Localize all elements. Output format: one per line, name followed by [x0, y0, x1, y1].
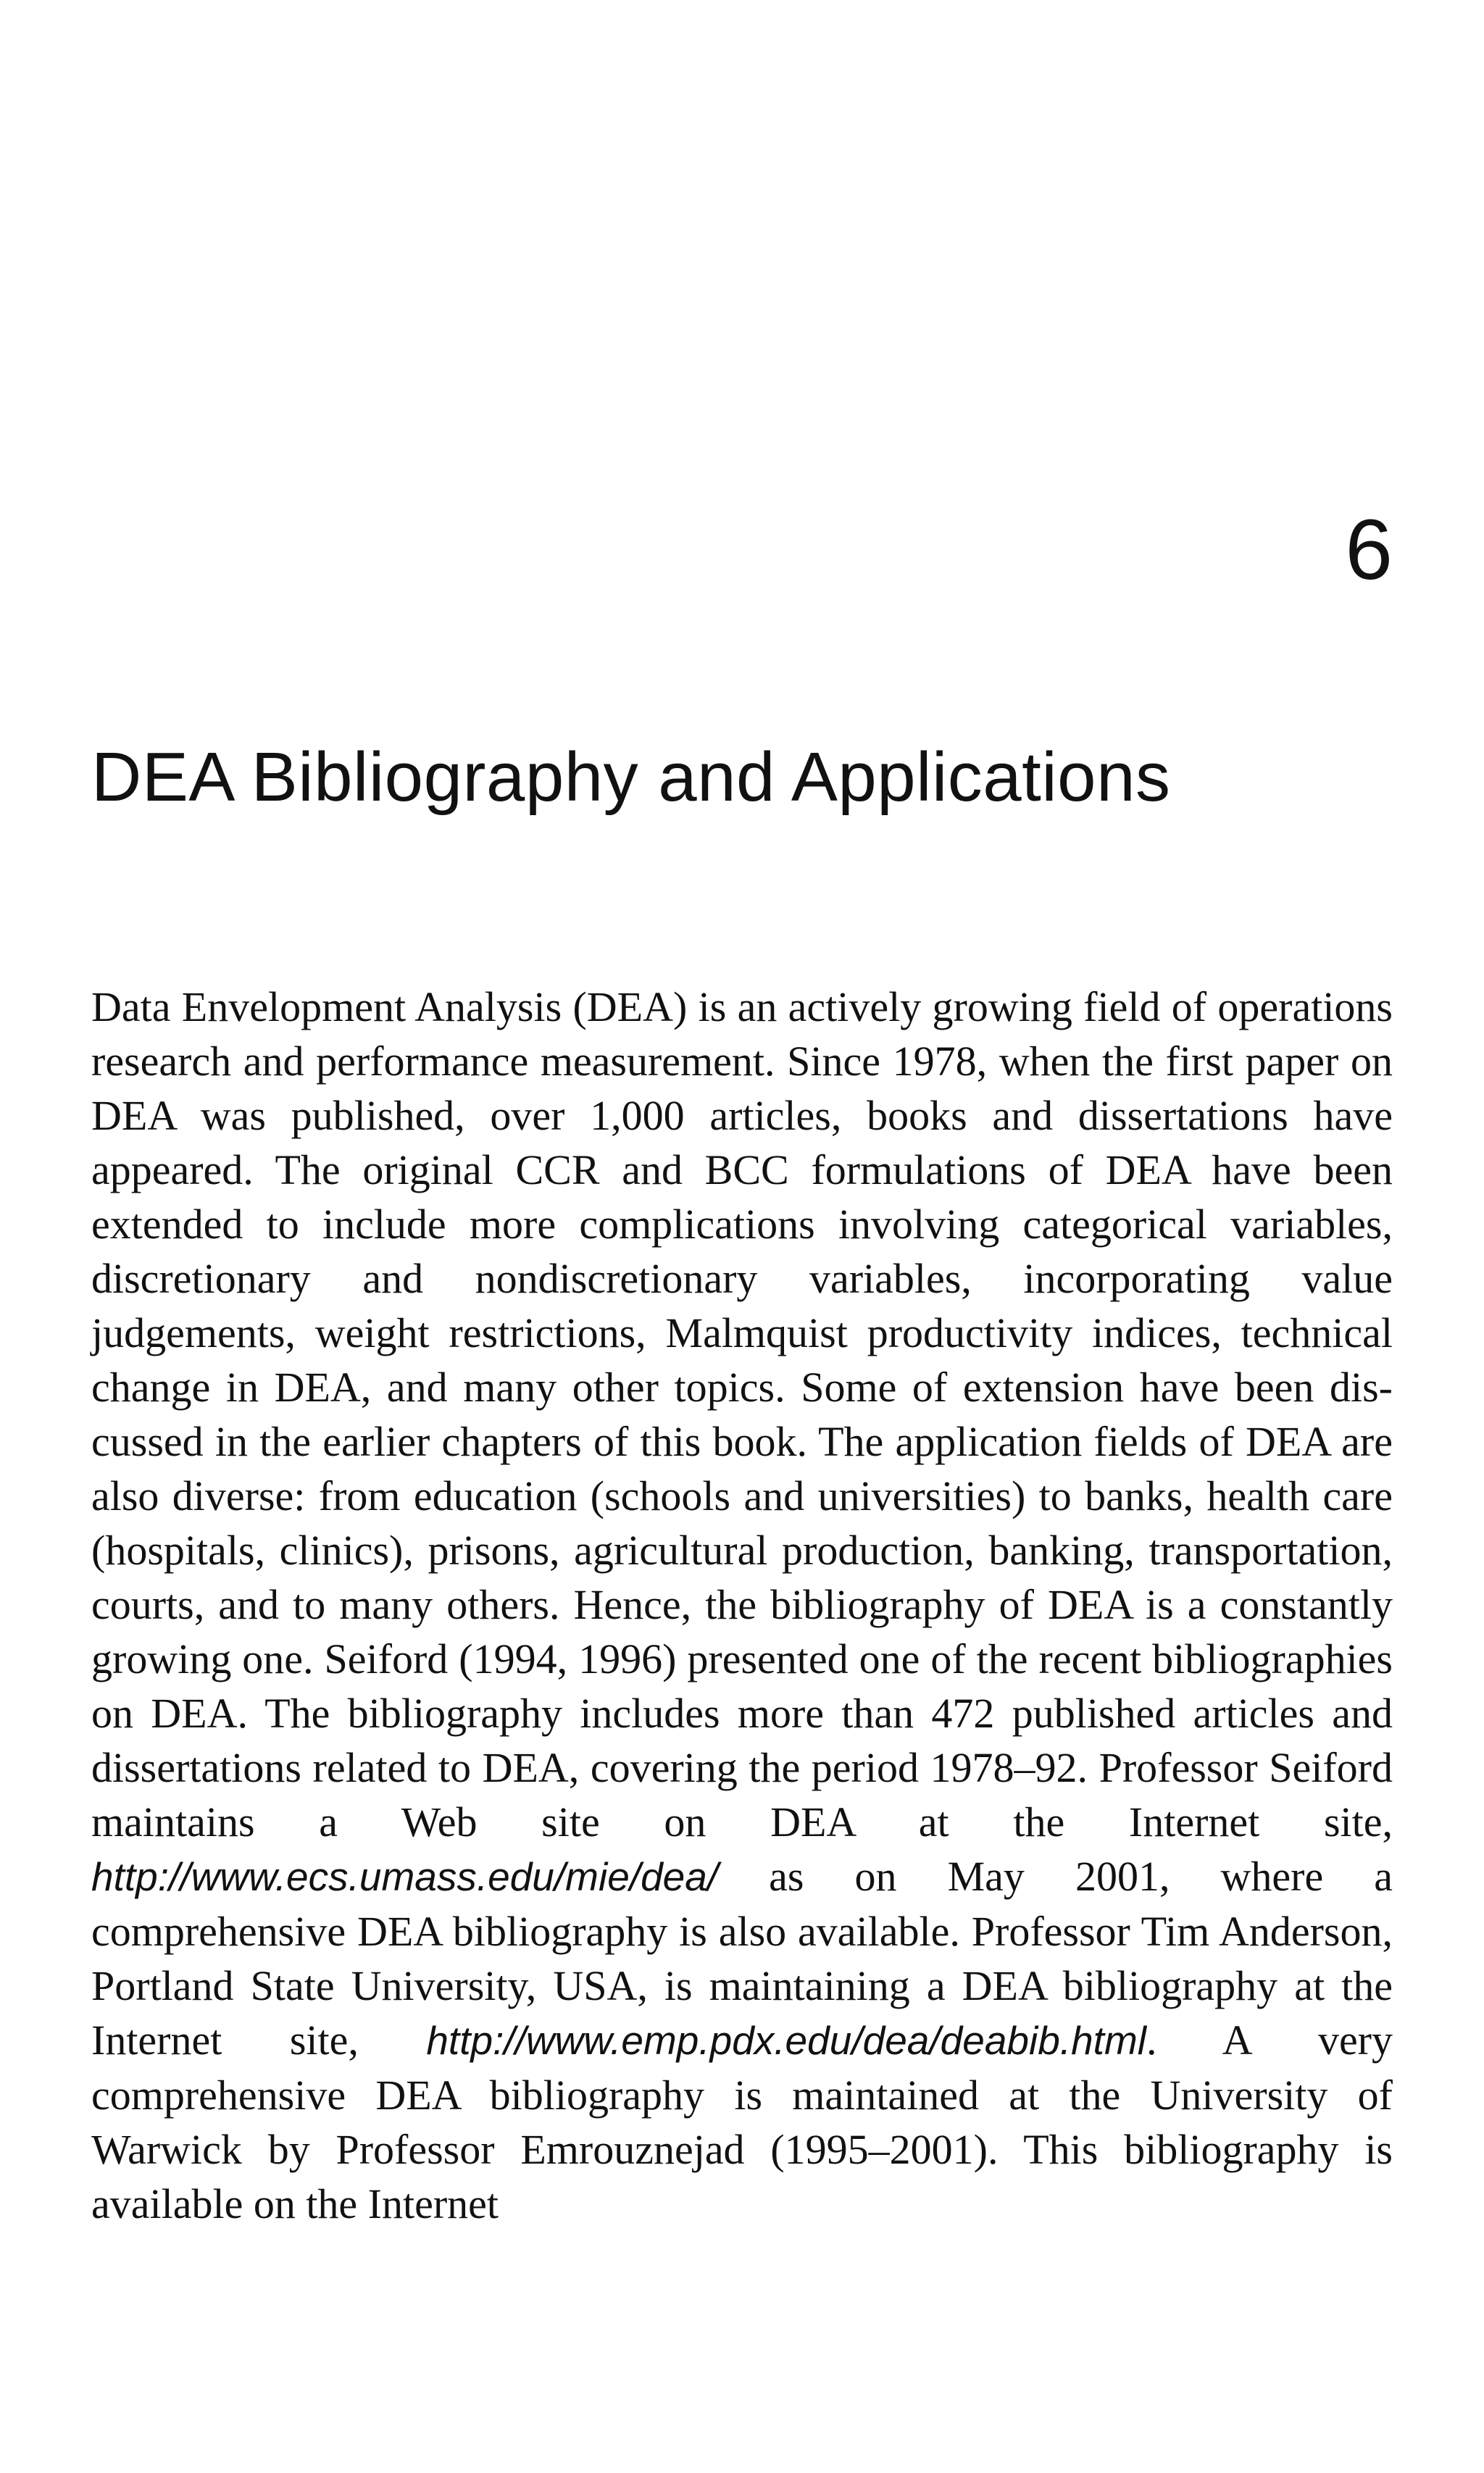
- paragraph-text-part-3: . A very comprehensive DEA bibliography is maintained at the University of Warwick by Professor Emrouznejad (1995–2001). This bibliography is available on the Internet: [91, 2017, 1393, 2227]
- body-paragraph: [91, 980, 1393, 2231]
- chapter-number: 6: [1345, 502, 1393, 598]
- paragraph-text-part-1: Data Envelopment Analysis (DEA) is an actively growing field of operations research and performance measurement. Since 1978, when the first paper on DEA was published, over 1,000 articles, books and dissertations have appeared. The original CCR and BCC formulations of DEA have been extended to include more complications involving categorical variables, discretionary and nondiscretionary variables, incorporating value judgements, weight restrictions, Malmquist productivity indices, technical change in DEA, and many other topics. Some of extension have been discussed in the earlier chapters of this book. The application fields of DEA are also diverse: from education (schools and universities) to banks, health care (hospitals, clinics), prisons, agricultural production, banking, transportation, courts, and to many others. Hence, the bibliography of DEA is a constantly growing one. Seiford (1994, 1996) presented one of the recent bibliographies on DEA. The bibliography includes more than 472 published articles and dissertations related to DEA, covering the period 1978–92. Professor Seiford maintains a Web site on DEA at the Internet site,: [91, 983, 1393, 1846]
- paragraph-text-part-2: as on May 2001, where a comprehensive DEA bibliography is also available. Professor Tim Anderson, Portland State University, USA, is maintaining a DEA bibliography at the Internet site,: [91, 1853, 1393, 2064]
- seiford-website-link[interactable]: http://www.ecs.umass.edu/mie/dea/: [91, 1854, 719, 1899]
- chapter-title: DEA Bibliography and Applications: [91, 738, 1171, 816]
- anderson-bibliography-link[interactable]: http://www.emp.​pdx.edu/dea/deabib.html: [426, 2018, 1146, 2063]
